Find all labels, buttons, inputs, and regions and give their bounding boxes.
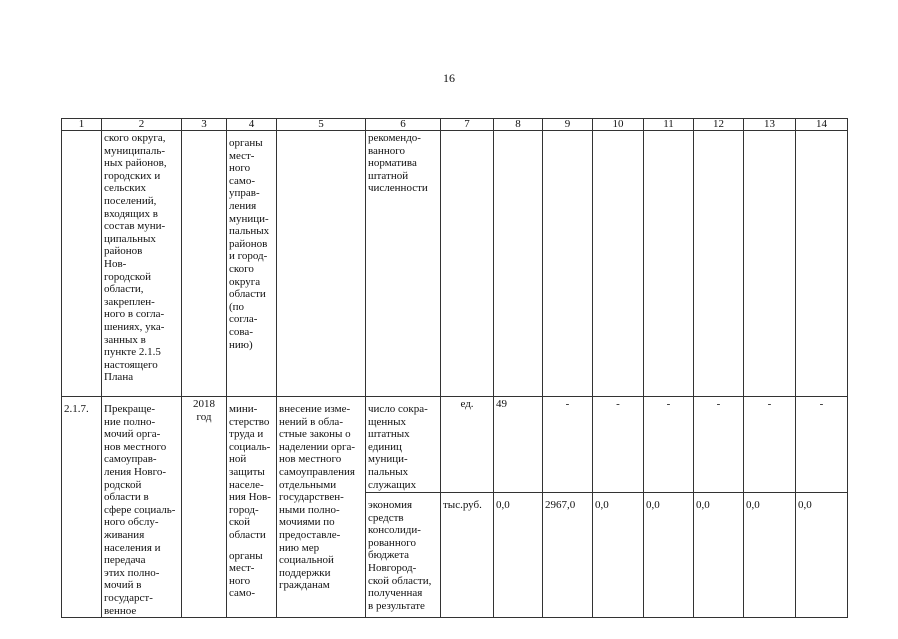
cell-value: 0,0 [494,492,543,617]
cell-value: - [543,397,593,493]
header-cell: 7 [441,119,494,131]
header-cell: 8 [494,119,543,131]
cell-value [543,131,593,397]
cell-executor-cont: органы мест- ного само- управ- ления муници- пальных районов и город- ского округа области (по согла- сова- нию) [227,131,277,397]
cell-value: 0,0 [644,492,694,617]
header-cell: 11 [644,119,694,131]
cell-unit: тыс.руб. [441,492,494,617]
cell-executor [227,397,277,618]
cell-value: - [796,397,848,493]
cell-year [182,131,227,397]
cell-value [644,131,694,397]
cell-unit [441,131,494,397]
cell-result [277,131,366,397]
cell-year: 2018 год [182,397,227,618]
plan-table [61,118,848,618]
cell-value: 49 [494,397,543,493]
header-cell: 2 [102,119,182,131]
cell-value: 0,0 [694,492,744,617]
header-cell: 14 [796,119,848,131]
cell-value: - [593,397,644,493]
cell-value: - [694,397,744,493]
cell-value: - [644,397,694,493]
cell-value: 2967,0 [543,492,593,617]
cell-value [694,131,744,397]
executor-local-bodies: органы мест- ного само- [229,549,263,600]
header-cell: 4 [227,119,277,131]
cell-value [744,131,796,397]
cell-num: 2.1.7. [62,397,102,618]
cell-value: - [744,397,796,493]
table-row-continuation [62,131,848,397]
header-cell: 5 [277,119,366,131]
page-number: 16 [443,71,455,85]
cell-result: внесение изме- нений в обла- стные законы о наделении орга- нов местного самоуправления отдельными государствен- ными полно- мочиями по предоставле- нию мер социальной поддержки гражданам [277,397,366,618]
header-cell: 9 [543,119,593,131]
cell-value [796,131,848,397]
cell-indicator: экономия средств консолиди- рованного бюджета Новгород- ской области, полученная в результате [366,492,441,617]
cell-measure: Прекраще- ние полно- мочий орга- нов местного самоуправ- ления Новго- родской области в сфере социаль- ного обслу- живания населения и передача этих полно- мочий в государст- венное [102,397,182,618]
header-cell: 3 [182,119,227,131]
header-row [62,119,848,131]
header-cell: 1 [62,119,102,131]
cell-value [494,131,543,397]
executor-ministry: мини- стерство труда и социаль- ной защиты населе- ния Нов- город- ской области [229,403,271,541]
cell-num [62,131,102,397]
cell-indicator-cont: рекомендо- ванного норматива штатной численности [366,131,441,397]
cell-value: 0,0 [744,492,796,617]
cell-value: 0,0 [593,492,644,617]
cell-value: 0,0 [796,492,848,617]
table-row-2-1-7 [62,397,848,493]
header-cell: 6 [366,119,441,131]
cell-indicator: число сокра- щенных штатных единиц муници- пальных служащих [366,397,441,493]
header-cell: 13 [744,119,796,131]
cell-unit: ед. [441,397,494,493]
header-cell: 12 [694,119,744,131]
cell-value [593,131,644,397]
cell-measure-cont: ского округа, муниципаль- ных районов, городских и сельских поселений, входящих в состав муни- ципальных районов Нов- городской области, закреплен- ного в согла- шениях, ука- занных в пункте 2.1.5 настоящего Плана [102,131,182,397]
header-cell: 10 [593,119,644,131]
